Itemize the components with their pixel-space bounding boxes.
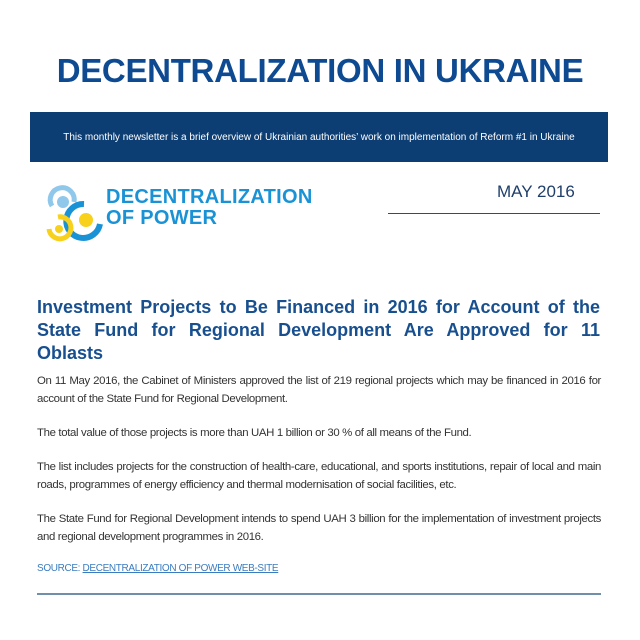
article-headline: Investment Projects to Be Financed in 2016 for Account of the State Fund for Regional Development Are Approved for 11 Oblasts bbox=[37, 297, 600, 363]
bottom-divider bbox=[37, 593, 601, 595]
issue-date: MAY 2016 bbox=[497, 182, 575, 201]
date-divider bbox=[388, 213, 600, 214]
logo-line1: DECENTRALIZATION bbox=[106, 186, 313, 208]
paragraph: On 11 May 2016, the Cabinet of Ministers approved the list of 219 regional projects which may be financed in 2016 for account of the State Fund for Regional Development. bbox=[37, 375, 601, 405]
source-link[interactable]: DECENTRALIZATION OF POWER WEB-SITE bbox=[82, 563, 279, 574]
paragraph: The total value of those projects is more than UAH 1 billion or 30 % of all means of the Fund. bbox=[37, 427, 472, 439]
banner-text: This monthly newsletter is a brief overview of Ukrainian authorities’ work on implementation of Reform #1 in Ukraine bbox=[63, 131, 575, 143]
intro-banner bbox=[30, 112, 608, 162]
logo-circles-icon bbox=[44, 184, 106, 244]
logo-line2: OF POWER bbox=[106, 207, 218, 229]
paragraph: The list includes projects for the construction of health-care, educational, and sports institutions, repair of local and main roads, programmes of energy efficiency and thermal modernisation of social facilities, etc. bbox=[37, 461, 601, 491]
newsletter-title: DECENTRALIZATION IN UKRAINE bbox=[56, 52, 584, 89]
paragraph: The State Fund for Regional Development intends to spend UAH 3 billion for the implementation of investment projects and regional development programmes in 2016. bbox=[37, 513, 601, 543]
source-line bbox=[37, 560, 601, 578]
source-label: SOURCE: bbox=[37, 563, 83, 574]
decentralization-logo bbox=[44, 184, 344, 244]
article-body bbox=[37, 372, 601, 578]
